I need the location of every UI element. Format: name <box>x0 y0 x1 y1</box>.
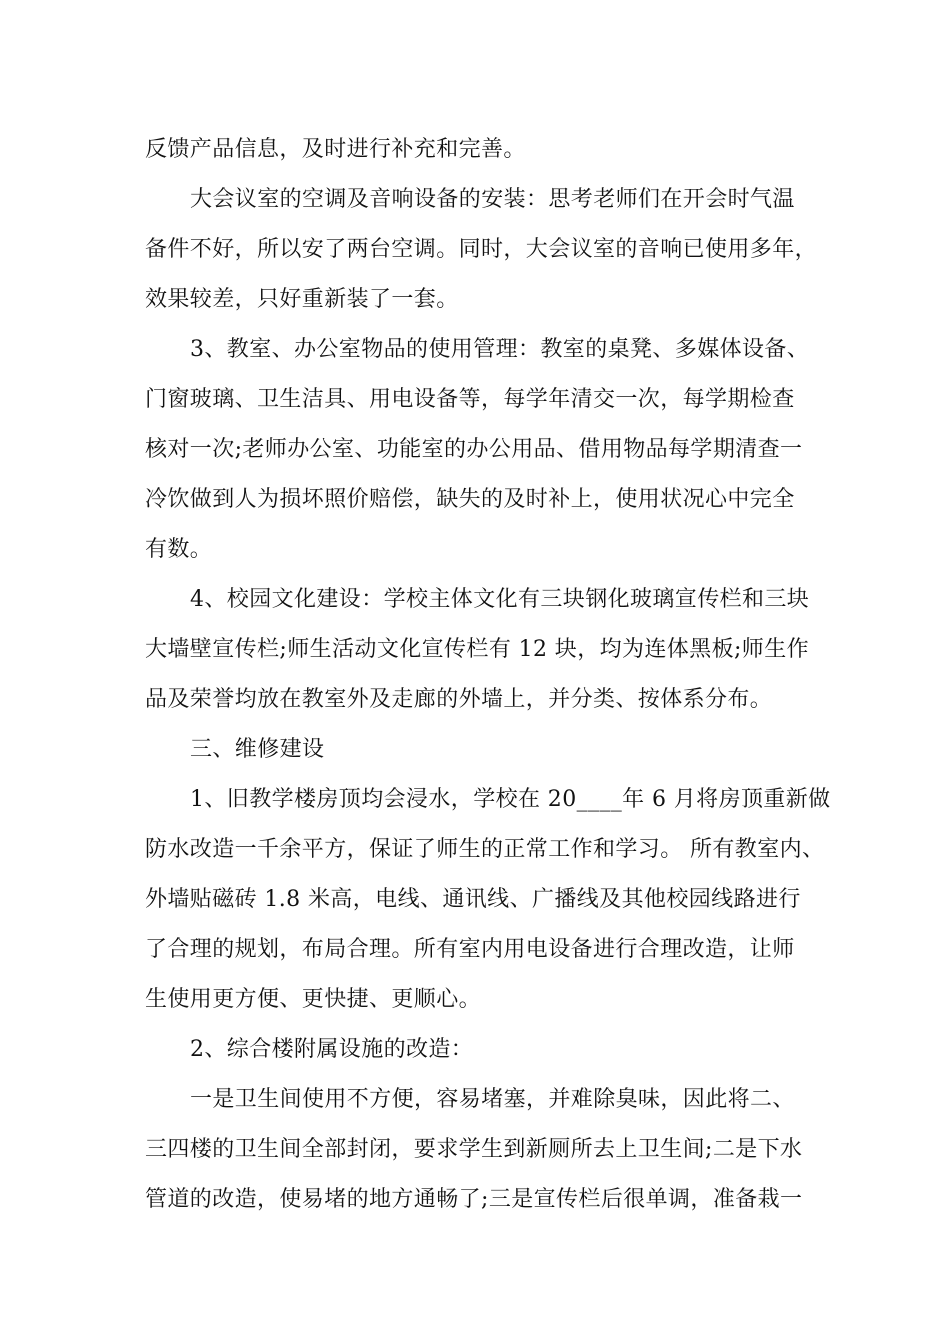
paragraph-start: 1、旧教学楼房顶均会浸水，学校在 20____年 6 月将房顶重新做 <box>190 787 831 812</box>
text-line: 反馈产品信息，及时进行补充和完善。 <box>145 137 526 162</box>
text-line: 核对一次;老师办公室、功能室的办公用品、借用物品每学期清查一 <box>145 437 803 462</box>
section-heading: 三、维修建设 <box>190 737 325 762</box>
text-line: 有数。 <box>145 537 213 562</box>
text-line: 品及荣誉均放在教室外及走廊的外墙上，并分类、按体系分布。 <box>145 687 773 712</box>
text-line: 备件不好，所以安了两台空调。同时，大会议室的音响已使用多年， <box>145 237 818 262</box>
text-line: 了合理的规划，布局合理。所有室内用电设备进行合理改造，让师 <box>145 937 795 962</box>
paragraph-start: 2、综合楼附属设施的改造： <box>190 1037 474 1062</box>
text-line: 外墙贴磁砖 1.8 米高，电线、通讯线、广播线及其他校园线路进行 <box>145 887 801 912</box>
text-line: 门窗玻璃、卫生洁具、用电设备等，每学年清交一次，每学期检查 <box>145 387 795 412</box>
text-line: 生使用更方便、更快捷、更顺心。 <box>145 987 482 1012</box>
text-line: 大墙壁宣传栏;师生活动文化宣传栏有 12 块，均为连体黑板;师生作 <box>145 637 810 662</box>
paragraph-start: 一是卫生间使用不方便，容易堵塞，并难除臭味，因此将二、 <box>190 1087 795 1112</box>
text-line: 冷饮做到人为损坏照价赔偿，缺失的及时补上，使用状况心中完全 <box>145 487 795 512</box>
text-line: 管道的改造，使易堵的地方通畅了;三是宣传栏后很单调，准备栽一 <box>145 1187 803 1212</box>
paragraph-start: 大会议室的空调及音响设备的安装：思考老师们在开会时气温 <box>190 187 795 212</box>
text-line: 防水改造一千余平方，保证了师生的正常工作和学习。 所有教室内、 <box>145 837 825 862</box>
paragraph-start: 4、校园文化建设：学校主体文化有三块钢化玻璃宣传栏和三块 <box>190 587 810 612</box>
text-line: 三四楼的卫生间全部封闭，要求学生到新厕所去上卫生间;二是下水 <box>145 1137 803 1162</box>
paragraph-start: 3、教室、办公室物品的使用管理：教室的桌凳、多媒体设备、 <box>190 337 810 362</box>
text-line: 效果较差，只好重新装了一套。 <box>145 287 459 312</box>
